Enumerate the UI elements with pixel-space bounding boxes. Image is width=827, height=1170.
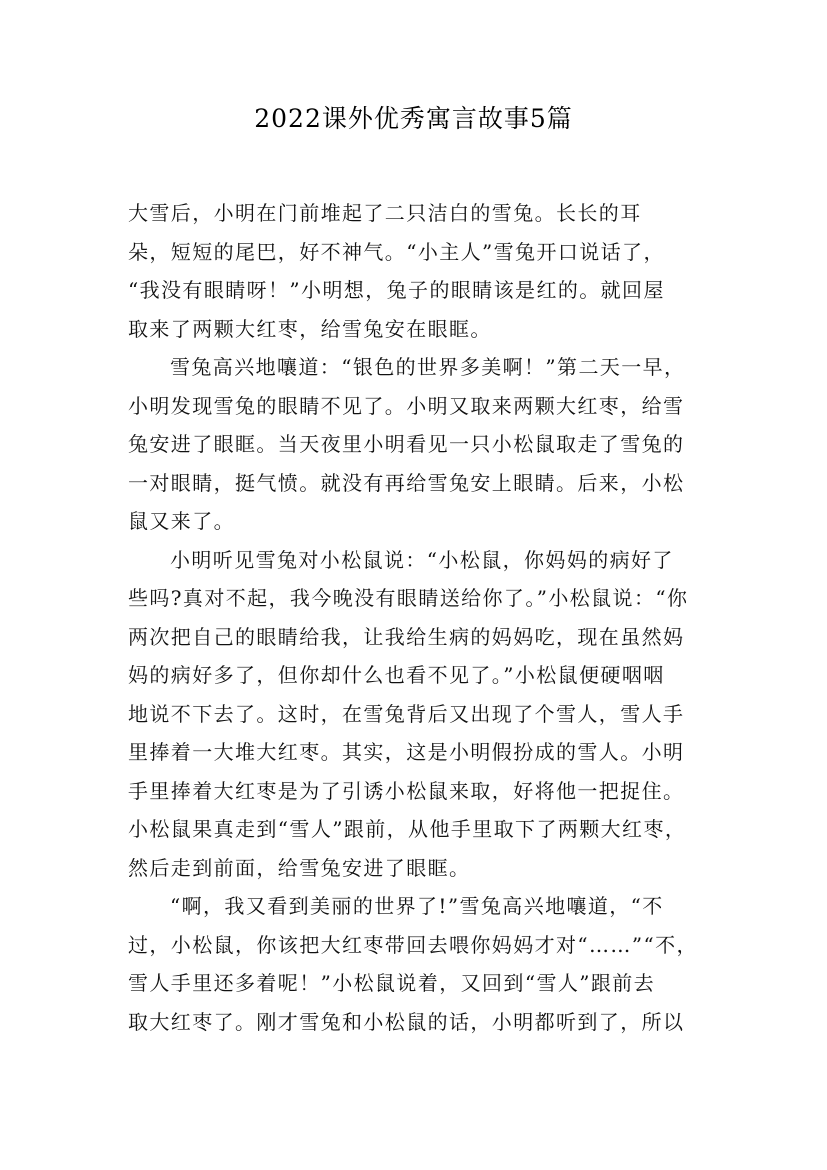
- text-line: 雪人手里还多着呢！”小松鼠说着，又回到“雪人”跟前去: [128, 971, 656, 995]
- text-line: “啊，我又看到美丽的世界了!”雪兔高兴地嚷道，“不: [170, 894, 664, 918]
- text-line: 取来了两颗大红枣，给雪兔安在眼眶。: [128, 316, 492, 341]
- text-line: 小明听见雪兔对小松鼠说：“小松鼠，你妈妈的病好了: [170, 547, 674, 572]
- text-line: 里捧着一大堆大红枣。其实，这是小明假扮成的雪人。小明: [128, 740, 685, 764]
- text-line: 一对眼睛，挺气愤。就没有再给雪兔安上眼睛。后来，小松: [128, 470, 685, 495]
- document-title: 2022课外优秀寓言故事5篇: [254, 104, 573, 133]
- text-line: 取大红枣了。刚才雪兔和小松鼠的话，小明都听到了，所以: [128, 1009, 685, 1034]
- text-line: 朵，短短的尾巴，好不神气。“小主人”雪兔开口说话了，: [128, 239, 665, 264]
- text-line: 雪兔高兴地嚷道：“银色的世界多美啊！”第二天一早，: [170, 355, 686, 379]
- text-line: 些吗?真对不起，我今晚没有眼睛送给你了。”小松鼠说：“你: [128, 586, 689, 610]
- text-line: 兔安进了眼眶。当天夜里小明看见一只小松鼠取走了雪兔的: [128, 432, 685, 456]
- text-line: 小明发现雪兔的眼睛不见了。小明又取来两颗大红枣，给雪: [128, 393, 685, 418]
- text-line: “我没有眼睛呀！”小明想，兔子的眼睛该是红的。就回屋: [128, 278, 665, 302]
- text-line: 妈的病好多了，但你却什么也看不见了。”小松鼠便硬咽咽: [128, 663, 665, 687]
- text-line: 过，小松鼠，你该把大红枣带回去喂你妈妈才对“……”“不，: [128, 932, 698, 957]
- text-line: 地说不下去了。这时，在雪兔背后又出现了个雪人，雪人手: [128, 701, 685, 726]
- document-body: [128, 194, 718, 1041]
- text-line: 手里捧着大红枣是为了引诱小松鼠来取，好将他一把捉住。: [128, 778, 685, 803]
- text-line: 两次把自己的眼睛给我，让我给生病的妈妈吃，现在虽然妈: [128, 624, 685, 649]
- text-line: 大雪后，小明在门前堆起了二只洁白的雪兔。长长的耳: [128, 201, 642, 225]
- text-line: 小松鼠果真走到“雪人”跟前，从他手里取下了两颗大红枣，: [128, 817, 687, 841]
- text-line: 然后走到前面，给雪兔安进了眼眶。: [128, 855, 471, 880]
- text-line: 鼠又来了。: [128, 509, 235, 533]
